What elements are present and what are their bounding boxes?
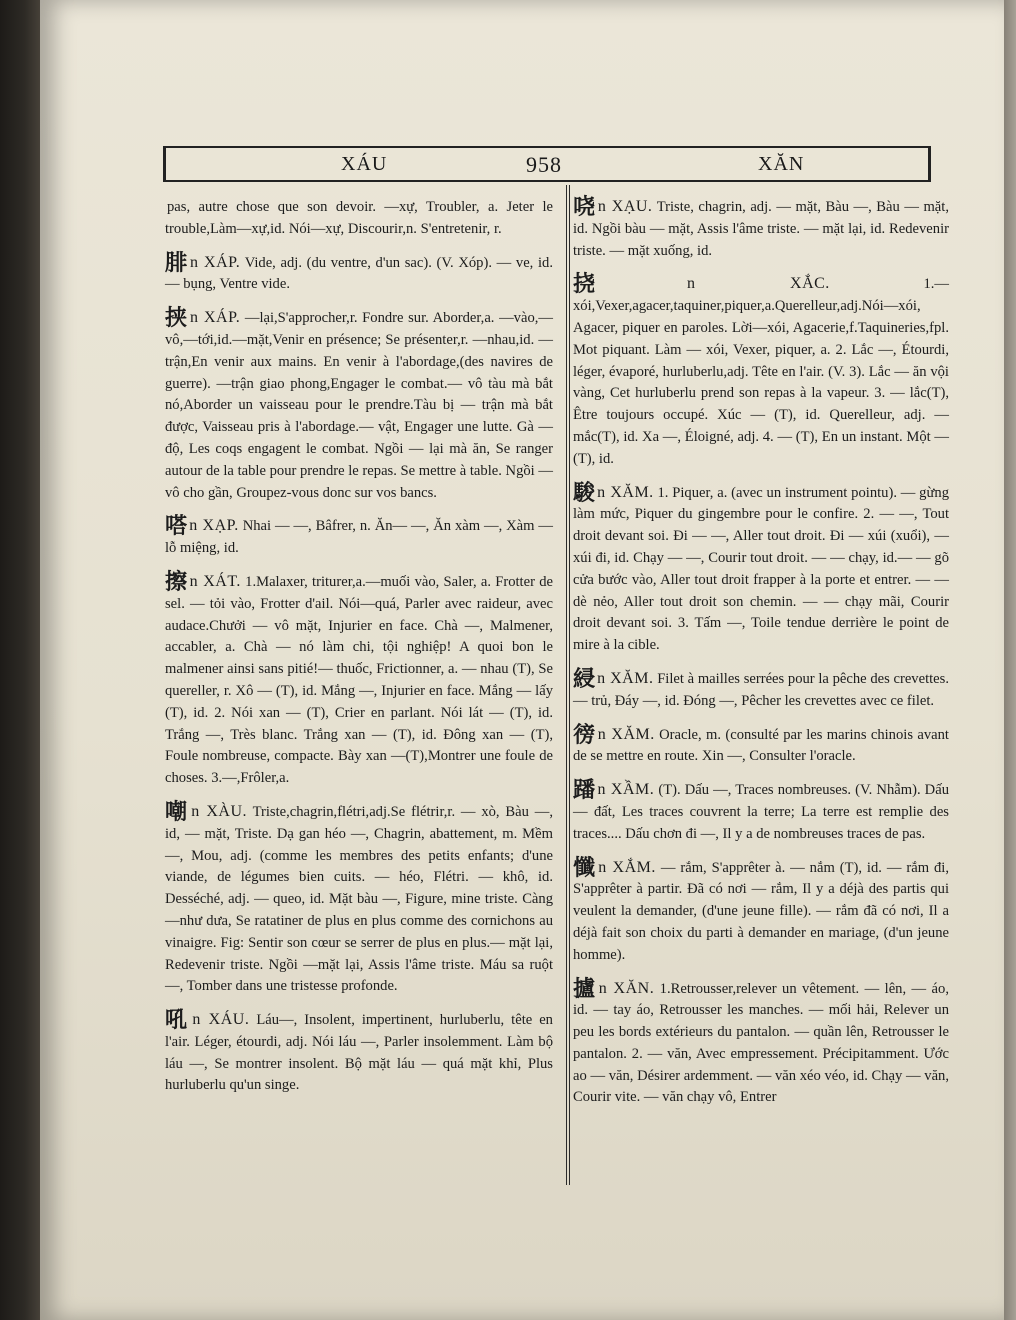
dictionary-entry xyxy=(165,798,553,998)
entry-character: 懺 xyxy=(573,854,597,880)
entry-headword: n XÀU. xyxy=(191,802,248,820)
entry-definition: Láu—, Insolent, impertinent, hurluberlu, tête en l'air. Léger, étourdi, adj. Nói láu —, Parler insolemment. Làm bộ láu —, Se montrer insolent. Bộ mặt láu — quá mặt khỉ, Plus hurluberlu qu'un singe. xyxy=(165,1012,553,1094)
dictionary-entry xyxy=(165,1009,553,1097)
entry-character: 挠 xyxy=(573,271,686,297)
dictionary-entry xyxy=(573,721,949,769)
entry-character: 駿 xyxy=(573,479,596,505)
entry-headword: n XĂM. xyxy=(597,483,654,501)
left-headword: XÁU xyxy=(341,153,388,175)
dictionary-entry xyxy=(165,515,553,560)
entry-definition: Oracle, m. (consulté par les marins chinois avant de se mettre en route. Xin —, Consulter l'oracle. xyxy=(573,726,949,765)
dictionary-entry xyxy=(165,196,553,241)
entry-headword: n XẮC. xyxy=(687,275,830,293)
entry-definition: 1.Malaxer, triturer,a.—muối vào, Saler, a. Frotter de sel. — tỏi vào, Frotter d'ail. Nói—quá, Parler avec raideur, avec audace.Chưởi — vô mặt, Injurier en face. Chà —, Malmener, accabler, a. Chà — nó làm chi, tội nghiệp! A quoi bon le malmener ainsi sans pitié!— thuốc, Frictionner, a. — nhau (T), Se quereller, r. Xô — (T), id. Mắng —, Injurier en face. Mắng — lấy (T), id. 2. Nói xan — (T), Crier en parlant. Nói lát — (T), id. Trắng —, Très blanc. Trắng xan — (T), id. Đông xan — (T), Foule nombreuse, compacte. Bày xan —(T),Montrer une foule de choses. 3.—,Frôler,a. xyxy=(165,573,553,787)
dictionary-entry xyxy=(573,479,949,657)
entry-character: 嗒 xyxy=(165,513,188,539)
column-divider xyxy=(566,185,570,1185)
entry-character: 擦 xyxy=(165,568,188,594)
entry-headword: n XĂM. xyxy=(597,725,655,743)
entry-definition: —lại,S'approcher,r. Fondre sur. Aborder,a. —vào,—vô,—tới,id.—mặt,Venir en présence; Se présenter,r. —nhau,id. —trận,En venir aux mains. En venir à l'abordage,(des navires de guerre). —trận giao phong,Engager le combat.— vô tàu mà bắt nó,Aborder un vaisseau pour le prendre.Tàu bị — trận mà bắt được, Vaisseau pris à l'abordage.— vật, Engager une lutte. Gà — độ, Les coqs engagent le combat. Ngồi — lại mà ăn, Se ranger autour de la table pour prendre le repas. Se mettre à table. Ngồi — vô cho gần, Groupez-vous donc sur vos bancs. xyxy=(165,310,553,501)
entry-definition: — rắm, S'apprêter à. — nắm (T), id. — rắm đi, S'apprêter à partir. Đã có nơi — rắm, Il y a déjà des partis qui veulent la demander, (d'une jeune fille). — rắm đã có nơi, Il a déjà fait son choix du parti à demander en mariage, (d'un jeune homme). xyxy=(573,859,949,963)
book-spine xyxy=(0,0,44,1320)
entry-definition: 1.Retrousser,relever un vêtement. — lên, — áo, id. — tay áo, Retrousser les manches. — mối hải, Relever un peu les bords extérieurs du pantalon. — quần lên, Retrousser le pantalon. 2. — văn, Avec empressement. Précipitamment. Ước ao — văn, Désirer ardemment. — văn xéo véo, id. Chạy — văn, Courir vite. — văn chạy vô, Entrer xyxy=(573,980,949,1106)
entry-headword: n XÁT. xyxy=(189,572,241,590)
entry-headword: n XÁU. xyxy=(192,1011,250,1029)
right-column xyxy=(573,196,949,1120)
entry-character: 徬 xyxy=(573,721,596,747)
dictionary-entry xyxy=(165,249,553,297)
dictionary-entry xyxy=(573,273,949,470)
entry-definition: (T). Dấu —, Traces nombreuses. (V. Nhẫm). Dấu — đất, Les traces couvrent la terre; La terre est remplie des traces.... Dấu chơn đi —, Il y a de nombreuses traces de pas. xyxy=(573,782,949,842)
entry-definition: Triste, chagrin, adj. — mặt, Bàu —, Bàu — mặt, id. Ngồi bàu — mặt, Assis l'âme triste. — mặt lại, id. Redevenir triste. — mặt xuống, id. xyxy=(573,199,949,259)
dictionary-entry xyxy=(573,854,949,967)
dictionary-entry xyxy=(165,307,553,504)
dictionary-entry xyxy=(573,975,949,1110)
entry-character: 攎 xyxy=(573,975,597,1001)
entry-headword: n XẠU. xyxy=(597,198,653,215)
entry-headword: n XĂN. xyxy=(598,979,655,997)
entry-headword: n XÁP. xyxy=(189,309,241,327)
entry-character: 腓 xyxy=(165,249,189,275)
dictionary-entry xyxy=(573,665,949,713)
left-column xyxy=(165,196,553,1108)
entry-headword: n XÁP. xyxy=(190,253,241,271)
entry-definition: Vide, adj. (du ventre, d'un sac). (V. Xóp). — ve, id. — bụng, Ventre vide. xyxy=(165,254,553,293)
dictionary-entry xyxy=(573,196,949,262)
entry-character: 蹯 xyxy=(573,777,596,803)
running-header xyxy=(163,146,931,182)
entry-definition: 1. Piquer, a. (avec un instrument pointu). — gừng làm mức, Piquer du gingembre pour le confire. 2. — —, Tout droit devant soi. Đi — —, Aller tout droit. Đi — xúi (xuổi), — xúi đi, id. Chạy — —, Courir tout droit. — — chạy, id.— — gõ cửa bước vào, Aller tout droit frapper à la porte et entrer. — — dè nẻo, Aller tout droit son chemin. — — chạy mãi, Courir droit devant soi. 3. Tấm —, Toile tendue derrière le point de mire à la cible. xyxy=(573,484,949,654)
entry-character: 哓 xyxy=(573,194,596,219)
dictionary-entry xyxy=(165,568,553,790)
entry-headword: n XẦM. xyxy=(597,781,655,799)
entry-headword: n XẮM. xyxy=(598,858,656,876)
entry-definition: pas, autre chose que son devoir. —xự, Troubler, a. Jeter le trouble,Làm—xự,id. Nói—xự, Discourir,n. S'entretenir, r. xyxy=(165,199,553,237)
entry-definition: Filet à mailles serrées pour la pêche des crevettes. — trủ, Đáy —, id. Đóng —, Pêcher les crevettes avec ce filet. xyxy=(573,670,949,709)
entry-character: 嘲 xyxy=(165,798,190,824)
right-headword: XĂN xyxy=(758,153,805,175)
page-number: 958 xyxy=(526,152,562,177)
dictionary-entry xyxy=(573,779,949,845)
entry-character: 挟 xyxy=(165,305,188,331)
entry-definition: Nhai — —, Bâfrer, n. Ăn— —, Ăn xàm —, Xàm — lỗ miệng, id. xyxy=(165,518,553,557)
entry-definition: 1.—xói,Vexer,agacer,taquiner,piquer,a.Querelleur,adj.Nói—xói, Agacer, piquer en paroles. Lời—xói, Agacerie,f.Taquineries,fpl. Mot piquant. Làm — xói, Vexer, piquer, a. 2. Lắc —, Étourdi, léger, évaporé, hurluberlu,adj. Tête en l'air. (V. 3). Lắc — ăn vội vàng, Cet hurluberlu prend son repas à la vapeur. 3. — lắc(T), Être toujours occupé. Xúc — (T), id. Querelleur, adj. — mắc(T), id. Xa —, Éloigné, adj. 4. — (T), En un instant. Một — (T), id. xyxy=(573,276,949,467)
entry-headword: n XẠP. xyxy=(189,517,239,535)
entry-headword: n XĂM. xyxy=(597,669,654,687)
entry-character: 吼 xyxy=(165,1007,191,1033)
entry-definition: Triste,chagrin,flétri,adj.Se flétrir,r. — xò, Bàu —, id, — mặt, Triste. Dạ gan héo —, Chagrin, abattement, m. Mềm —, Mou, adj. (comme les membres des petits enfants; d'une viande, de légumes bien cuits. — héo, Flétri. — khô, id. Desséché, adj. — queo, id. Mặt bàu —, Figure, mine triste. Càng —như dưa, Se ratatiner de plus en plus comme des cornichons au vinaigre. Fig: Sentir son cœur se serrer de plus en plus.— mặt lại, Redevenir triste. Ngồi —mặt lại, Assis l'âme triste. Máu sa ruột —, Tomber dans une tristesse profonde. xyxy=(165,803,553,995)
entry-character: 綅 xyxy=(573,665,596,691)
